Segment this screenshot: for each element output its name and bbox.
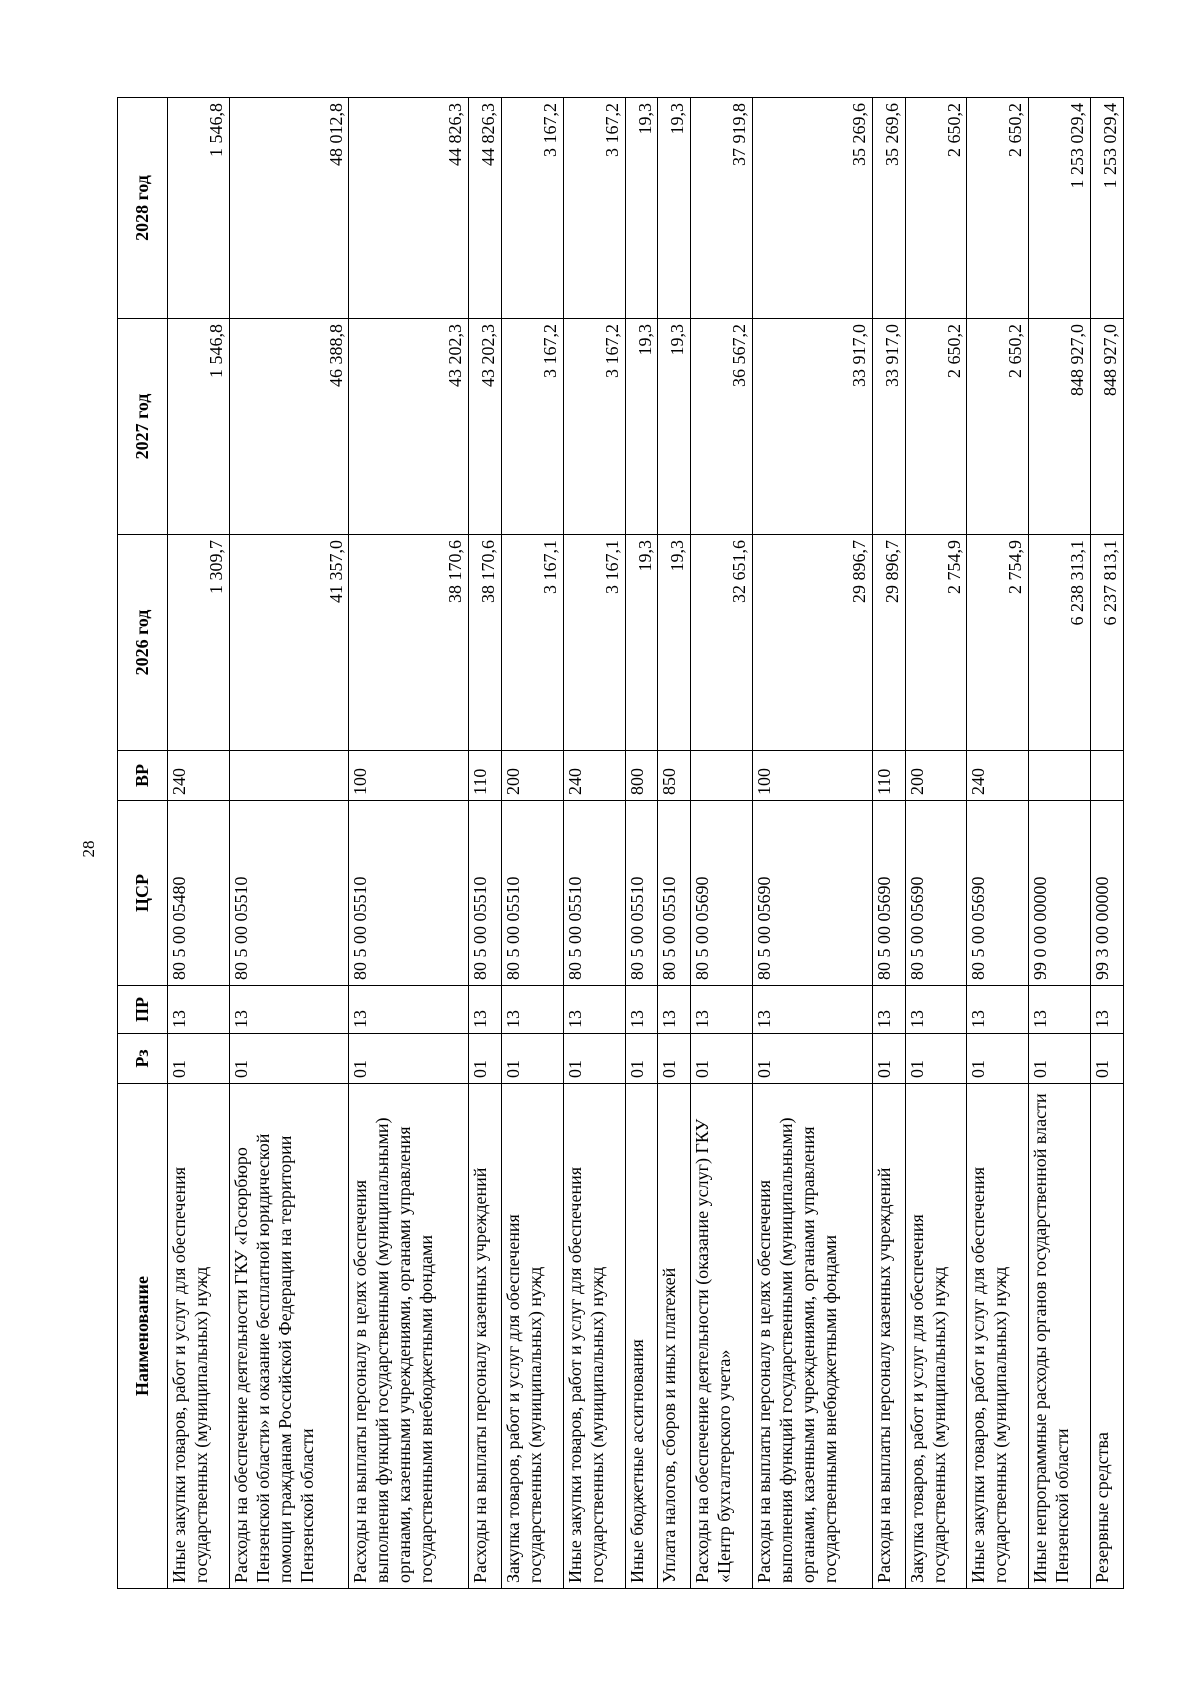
cell-2026: 2 754,9 — [967, 535, 1029, 751]
cell-2027: 3 167,2 — [501, 319, 563, 535]
cell-2026: 29 896,7 — [872, 535, 905, 751]
cell-rz: 01 — [691, 1034, 753, 1084]
cell-rz: 01 — [1029, 1034, 1091, 1084]
cell-csr: 80 5 00 05690 — [905, 801, 967, 986]
cell-pr: 13 — [469, 986, 502, 1034]
cell-csr: 80 5 00 05510 — [625, 801, 658, 986]
cell-rz: 01 — [625, 1034, 658, 1084]
cell-2027: 46 388,8 — [229, 319, 349, 535]
cell-csr: 80 5 00 05510 — [501, 801, 563, 986]
cell-csr: 80 5 00 05690 — [872, 801, 905, 986]
table-row — [905, 98, 967, 1589]
cell-vr — [691, 751, 753, 801]
table-row — [1029, 98, 1091, 1589]
cell-vr: 850 — [658, 751, 691, 801]
table-row — [872, 98, 905, 1589]
table-header-row — [118, 98, 168, 1589]
cell-csr: 80 5 00 05510 — [563, 801, 625, 986]
cell-2028: 35 269,6 — [753, 98, 873, 319]
header-vr: ВР — [118, 751, 168, 801]
cell-2028: 1 546,8 — [168, 98, 230, 319]
cell-vr: 200 — [905, 751, 967, 801]
cell-2027: 3 167,2 — [563, 319, 625, 535]
cell-2027: 848 927,0 — [1029, 319, 1091, 535]
cell-2026: 19,3 — [658, 535, 691, 751]
cell-2028: 19,3 — [658, 98, 691, 319]
cell-2026: 41 357,0 — [229, 535, 349, 751]
table-row — [1091, 98, 1124, 1589]
budget-table-wrapper — [117, 98, 1124, 1589]
cell-csr: 80 5 00 05510 — [469, 801, 502, 986]
cell-name: Закупка товаров, работ и услуг для обеспечения государственных (муниципальных) нужд — [501, 1084, 563, 1589]
cell-csr: 80 5 00 05480 — [168, 801, 230, 986]
cell-2028: 44 826,3 — [349, 98, 469, 319]
cell-2028: 44 826,3 — [469, 98, 502, 319]
cell-name: Уплата налогов, сборов и иных платежей — [658, 1084, 691, 1589]
cell-pr: 13 — [563, 986, 625, 1034]
cell-2026: 19,3 — [625, 535, 658, 751]
cell-2026: 2 754,9 — [905, 535, 967, 751]
header-2026: 2026 год — [118, 535, 168, 751]
cell-pr: 13 — [168, 986, 230, 1034]
cell-pr: 13 — [872, 986, 905, 1034]
cell-rz: 01 — [168, 1034, 230, 1084]
table-row — [501, 98, 563, 1589]
table-row — [753, 98, 873, 1589]
table-row — [691, 98, 753, 1589]
cell-vr: 800 — [625, 751, 658, 801]
cell-vr: 110 — [469, 751, 502, 801]
cell-vr: 110 — [872, 751, 905, 801]
cell-2028: 2 650,2 — [967, 98, 1029, 319]
cell-pr: 13 — [1091, 986, 1124, 1034]
cell-2027: 19,3 — [625, 319, 658, 535]
cell-vr — [229, 751, 349, 801]
cell-pr: 13 — [691, 986, 753, 1034]
cell-2028: 3 167,2 — [501, 98, 563, 319]
cell-2027: 33 917,0 — [753, 319, 873, 535]
header-rz: Рз — [118, 1034, 168, 1084]
cell-name: Расходы на выплаты персоналу в целях обеспечения выполнения функций государственными (муниципальными) органами, казенными учреждениями, органами управления государственными внебюджетными фондами — [753, 1084, 873, 1589]
cell-2028: 19,3 — [625, 98, 658, 319]
cell-csr: 80 5 00 05690 — [967, 801, 1029, 986]
cell-vr: 240 — [967, 751, 1029, 801]
budget-table — [117, 97, 1124, 1589]
cell-name: Расходы на выплаты персоналу в целях обеспечения выполнения функций государственными (муниципальными) органами, казенными учреждениями, органами управления государственными внебюджетными фондами — [349, 1084, 469, 1589]
table-row — [168, 98, 230, 1589]
header-name: Наименование — [118, 1084, 168, 1589]
table-row — [625, 98, 658, 1589]
cell-csr: 80 5 00 05690 — [753, 801, 873, 986]
cell-name: Иные бюджетные ассигнования — [625, 1084, 658, 1589]
cell-rz: 01 — [563, 1034, 625, 1084]
cell-2027: 33 917,0 — [872, 319, 905, 535]
cell-name: Расходы на обеспечение деятельности (оказание услуг) ГКУ «Центр бухгалтерского учета» — [691, 1084, 753, 1589]
table-row — [563, 98, 625, 1589]
cell-csr: 99 3 00 00000 — [1091, 801, 1124, 986]
cell-2028: 1 253 029,4 — [1091, 98, 1124, 319]
cell-name: Расходы на выплаты персоналу казенных учреждений — [872, 1084, 905, 1589]
cell-pr: 13 — [658, 986, 691, 1034]
cell-name: Иные закупки товаров, работ и услуг для обеспечения государственных (муниципальных) нужд — [967, 1084, 1029, 1589]
cell-2028: 2 650,2 — [905, 98, 967, 319]
cell-2028: 35 269,6 — [872, 98, 905, 319]
cell-2026: 3 167,1 — [563, 535, 625, 751]
cell-2028: 1 253 029,4 — [1029, 98, 1091, 319]
cell-rz: 01 — [658, 1034, 691, 1084]
cell-vr: 240 — [563, 751, 625, 801]
cell-csr: 80 5 00 05510 — [349, 801, 469, 986]
rotated-table-container — [117, 98, 1124, 1589]
table-row — [658, 98, 691, 1589]
cell-vr — [1091, 751, 1124, 801]
cell-rz: 01 — [872, 1034, 905, 1084]
cell-2026: 38 170,6 — [349, 535, 469, 751]
cell-vr: 240 — [168, 751, 230, 801]
cell-rz: 01 — [469, 1034, 502, 1084]
cell-vr: 100 — [349, 751, 469, 801]
cell-2027: 848 927,0 — [1091, 319, 1124, 535]
cell-csr: 80 5 00 05690 — [691, 801, 753, 986]
table-row — [229, 98, 349, 1589]
cell-2026: 38 170,6 — [469, 535, 502, 751]
cell-name: Иные закупки товаров, работ и услуг для обеспечения государственных (муниципальных) нужд — [168, 1084, 230, 1589]
cell-name: Иные непрограммные расходы органов государственной власти Пензенской области — [1029, 1084, 1091, 1589]
cell-2026: 6 237 813,1 — [1091, 535, 1124, 751]
cell-name: Закупка товаров, работ и услуг для обеспечения государственных (муниципальных) нужд — [905, 1084, 967, 1589]
header-pr: ПР — [118, 986, 168, 1034]
cell-2028: 48 012,8 — [229, 98, 349, 319]
table-row — [967, 98, 1029, 1589]
cell-2028: 37 919,8 — [691, 98, 753, 319]
cell-2027: 36 567,2 — [691, 319, 753, 535]
table-row — [349, 98, 469, 1589]
cell-2027: 19,3 — [658, 319, 691, 535]
cell-2027: 1 546,8 — [168, 319, 230, 535]
cell-pr: 13 — [905, 986, 967, 1034]
cell-rz: 01 — [1091, 1034, 1124, 1084]
cell-vr: 200 — [501, 751, 563, 801]
cell-rz: 01 — [349, 1034, 469, 1084]
cell-vr — [1029, 751, 1091, 801]
cell-2027: 43 202,3 — [469, 319, 502, 535]
cell-csr: 80 5 00 05510 — [658, 801, 691, 986]
cell-vr: 100 — [753, 751, 873, 801]
cell-pr: 13 — [753, 986, 873, 1034]
cell-2027: 43 202,3 — [349, 319, 469, 535]
cell-name: Иные закупки товаров, работ и услуг для обеспечения государственных (муниципальных) нужд — [563, 1084, 625, 1589]
page-number: 28 — [79, 840, 98, 858]
cell-2026: 32 651,6 — [691, 535, 753, 751]
cell-name: Расходы на выплаты персоналу казенных учреждений — [469, 1084, 502, 1589]
cell-name: Резервные средства — [1091, 1084, 1124, 1589]
table-row — [469, 98, 502, 1589]
cell-csr: 80 5 00 05510 — [229, 801, 349, 986]
cell-csr: 99 0 00 00000 — [1029, 801, 1091, 986]
cell-2026: 3 167,1 — [501, 535, 563, 751]
cell-pr: 13 — [967, 986, 1029, 1034]
cell-rz: 01 — [501, 1034, 563, 1084]
header-2028: 2028 год — [118, 98, 168, 319]
cell-2026: 6 238 313,1 — [1029, 535, 1091, 751]
cell-2027: 2 650,2 — [967, 319, 1029, 535]
cell-pr: 13 — [501, 986, 563, 1034]
cell-2026: 29 896,7 — [753, 535, 873, 751]
cell-pr: 13 — [625, 986, 658, 1034]
cell-pr: 13 — [229, 986, 349, 1034]
cell-2026: 1 309,7 — [168, 535, 230, 751]
cell-name: Расходы на обеспечение деятельности ГКУ «Госюрбюро Пензенской области» и оказание бесплатной юридической помощи гражданам Российской Федерации на территории Пензенской области — [229, 1084, 349, 1589]
header-2027: 2027 год — [118, 319, 168, 535]
cell-rz: 01 — [229, 1034, 349, 1084]
cell-rz: 01 — [905, 1034, 967, 1084]
cell-pr: 13 — [349, 986, 469, 1034]
header-csr: ЦСР — [118, 801, 168, 986]
cell-rz: 01 — [753, 1034, 873, 1084]
cell-pr: 13 — [1029, 986, 1091, 1034]
cell-2028: 3 167,2 — [563, 98, 625, 319]
cell-rz: 01 — [967, 1034, 1029, 1084]
cell-2027: 2 650,2 — [905, 319, 967, 535]
